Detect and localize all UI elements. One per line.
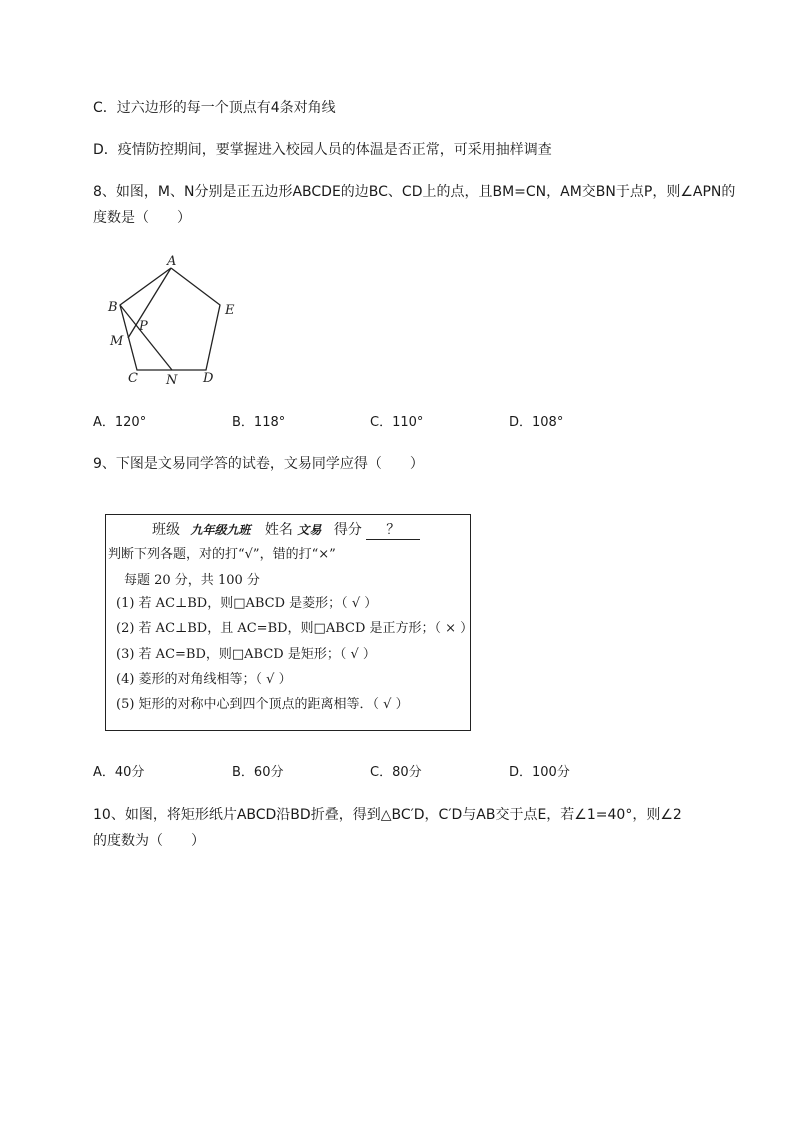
q8-stem-line2: 度数是（ ） (93, 210, 191, 226)
q8-option-c: C．110° (370, 415, 424, 430)
label-a: A (167, 254, 177, 269)
q8-option-b: B．118° (232, 415, 286, 430)
score-label: 得分 (333, 522, 362, 538)
q9-option-c: C．80分 (370, 765, 422, 780)
label-c: C (128, 371, 138, 386)
label-e: E (225, 303, 235, 318)
q10-stem-line1: 10、如图，将矩形纸片ABCD沿BD折叠，得到△BC′D，C′D与AB交于点E，若∠1=40°，则∠2 (93, 807, 682, 823)
quiz-item-5: (5) 矩形的对称中心到四个顶点的距离相等．（ √ ） (116, 697, 409, 712)
pentagon-figure (100, 250, 250, 390)
q8-stem-line1: 8、如图，M、N分别是正五边形ABCDE的边BC、CD上的点，且BM=CN，AM交BN于点P，则∠APN的 (93, 184, 736, 200)
label-m: M (110, 334, 124, 349)
q8-option-d: D．108° (509, 415, 564, 430)
quiz-item-4: (4) 菱形的对角线相等；（ √ ） (116, 672, 292, 687)
class-value: 九年级九班 (190, 523, 251, 537)
q7-option-d: D．疫情防控期间，要掌握进入校园人员的体温是否正常，可采用抽样调查 (93, 142, 552, 158)
quiz-points: 每题 20 分，共 100 分 (124, 573, 260, 588)
q7-option-c: C．过六边形的每一个顶点有4条对角线 (93, 100, 336, 116)
segment-am (128, 268, 171, 338)
class-label: 班级 (152, 522, 180, 538)
pentagon-outline (120, 268, 220, 370)
quiz-instruction: 判断下列各题，对的打“√”，错的打“×” (108, 547, 336, 562)
answer-sheet-image (105, 514, 474, 731)
q9-option-d: D．100分 (509, 765, 570, 780)
name-value: 文易 (297, 523, 322, 537)
label-n: N (166, 373, 178, 388)
label-p: P (139, 319, 148, 334)
score-value: ？ (366, 521, 420, 540)
q8-option-a: A．120° (93, 415, 147, 430)
q9-stem: 9、下图是文易同学答的试卷，文易同学应得（ ） (93, 456, 424, 472)
label-b: B (108, 300, 118, 315)
name-label: 姓名 (264, 522, 293, 538)
quiz-header (152, 521, 420, 540)
q9-option-a: A．40分 (93, 765, 145, 780)
quiz-item-1: (1) 若 AC⊥BD，则□ABCD 是菱形；（ √ ） (116, 596, 378, 611)
q9-option-b: B．60分 (232, 765, 284, 780)
quiz-item-3: (3) 若 AC=BD，则□ABCD 是矩形；（ √ ） (116, 647, 376, 662)
q10-stem-line2: 的度数为（ ） (93, 833, 205, 849)
quiz-item-2: (2) 若 AC⊥BD，且 AC=BD，则□ABCD 是正方形；（ × ） (116, 621, 474, 636)
label-d: D (203, 371, 214, 386)
